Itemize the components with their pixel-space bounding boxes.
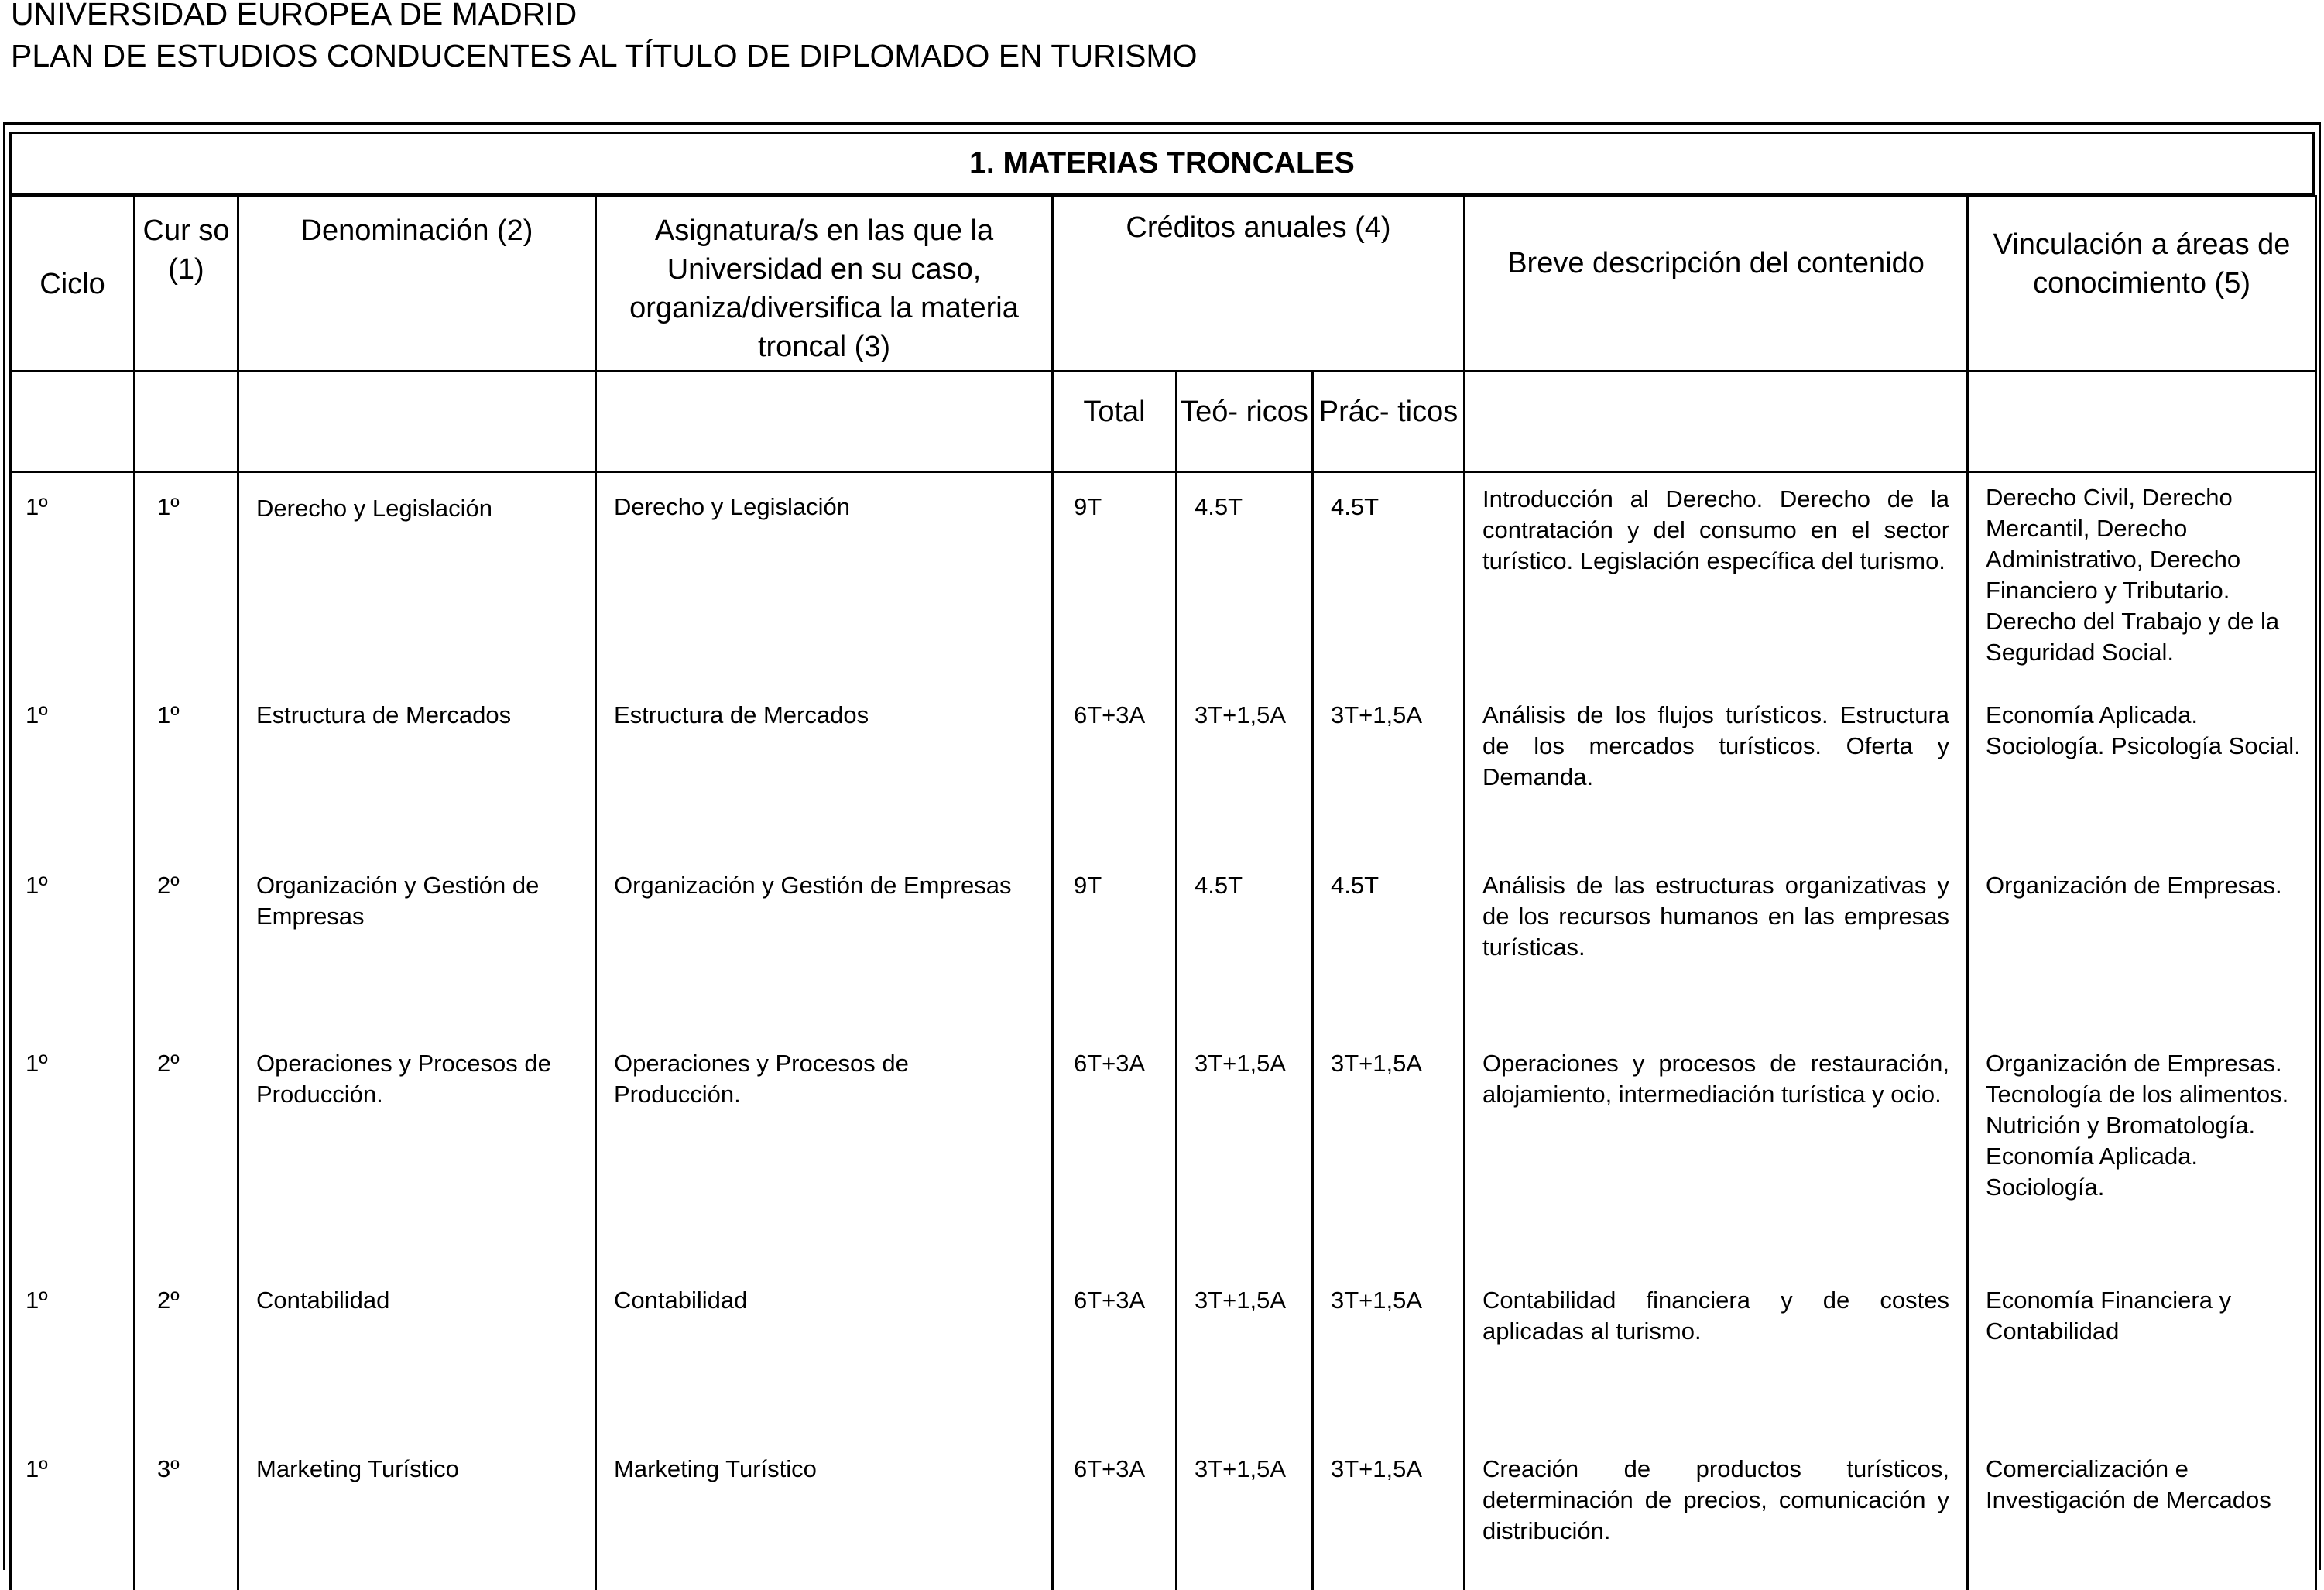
table-row [11, 1030, 2316, 1266]
col-asignaturas: Asignatura/s en las que la Universidad en su caso, organiza/diversifica la materia troncal (3) [596, 197, 1053, 372]
cell-descripcion: Operaciones y procesos de restauración, alojamiento, intermediación turística y ocio. [1465, 1030, 1968, 1266]
cell-ciclo: 1º [11, 1435, 135, 1590]
cell-denominacion: Contabilidad [238, 1266, 596, 1435]
col-practicos: Prác- ticos [1313, 372, 1465, 472]
cell-descripcion: Análisis de los flujos turísticos. Estructura de los mercados turísticos. Oferta y Demanda. [1465, 681, 1968, 852]
cell-vinculacion: Economía Financiera y Contabilidad [1968, 1266, 2316, 1435]
cell-teoricos: 3T+1,5A [1177, 1435, 1313, 1590]
cell-denominacion: Operaciones y Procesos de Producción. [238, 1030, 596, 1266]
cell-practicos: 3T+1,5A [1313, 1266, 1465, 1435]
cell-curso: 2º [135, 1266, 238, 1435]
cell-practicos: 4.5T [1313, 472, 1465, 681]
table-row [11, 681, 2316, 852]
cell-asignatura: Marketing Turístico [596, 1435, 1053, 1590]
cell-curso: 2º [135, 1030, 238, 1266]
cell-descripcion: Análisis de las estructuras organizativas y de los recursos humanos en las empresas turísticas. [1465, 852, 1968, 1030]
table-row [11, 1435, 2316, 1590]
subheader-blank [596, 372, 1053, 472]
col-teoricos: Teó- ricos [1177, 372, 1313, 472]
cell-descripcion: Introducción al Derecho. Derecho de la contratación y del consumo en el sector turístico. Legislación específica del turismo. [1465, 472, 1968, 681]
cell-teoricos: 3T+1,5A [1177, 1030, 1313, 1266]
cell-practicos: 4.5T [1313, 852, 1465, 1030]
cell-total: 9T [1053, 852, 1177, 1030]
cell-teoricos: 3T+1,5A [1177, 681, 1313, 852]
cell-teoricos: 4.5T [1177, 472, 1313, 681]
cell-ciclo: 1º [11, 681, 135, 852]
cell-asignatura: Estructura de Mercados [596, 681, 1053, 852]
university-name: UNIVERSIDAD EUROPEA DE MADRID [11, 0, 578, 32]
col-curso: Cur so (1) [135, 197, 238, 372]
table-header [11, 197, 2316, 472]
cell-total: 9T [1053, 472, 1177, 681]
cell-vinculacion: Organización de Empresas. [1968, 852, 2316, 1030]
cell-vinculacion: Organización de Empresas. Tecnología de los alimentos. Nutrición y Bromatología. Economía Aplicada. Sociología. [1968, 1030, 2316, 1266]
cell-vinculacion: Economía Aplicada. Sociología. Psicología Social. [1968, 681, 2316, 852]
subheader-blank [1465, 372, 1968, 472]
cell-practicos: 3T+1,5A [1313, 681, 1465, 852]
subheader-blank [135, 372, 238, 472]
cell-total: 6T+3A [1053, 1435, 1177, 1590]
col-denominacion: Denominación (2) [238, 197, 596, 372]
cell-ciclo: 1º [11, 1266, 135, 1435]
cell-ciclo: 1º [11, 852, 135, 1030]
cell-total: 6T+3A [1053, 1030, 1177, 1266]
cell-denominacion: Organización y Gestión de Empresas [238, 852, 596, 1030]
cell-descripcion: Contabilidad financiera y de costes aplicadas al turismo. [1465, 1266, 1968, 1435]
cell-total: 6T+3A [1053, 1266, 1177, 1435]
cell-practicos: 3T+1,5A [1313, 1435, 1465, 1590]
cell-curso: 3º [135, 1435, 238, 1590]
table-row [11, 1266, 2316, 1435]
col-descripcion: Breve descripción del contenido [1465, 197, 1968, 372]
subheader-blank [11, 372, 135, 472]
cell-curso: 1º [135, 681, 238, 852]
cell-asignatura: Operaciones y Procesos de Producción. [596, 1030, 1053, 1266]
col-total: Total [1053, 372, 1177, 472]
subheader-blank [238, 372, 596, 472]
section-title: 1. MATERIAS TRONCALES [9, 132, 2315, 195]
table-row [11, 852, 2316, 1030]
col-vinculacion: Vinculación a áreas de conocimiento (5) [1968, 197, 2316, 372]
cell-curso: 2º [135, 852, 238, 1030]
table-row [11, 472, 2316, 681]
cell-ciclo: 1º [11, 1030, 135, 1266]
col-ciclo: Ciclo [11, 197, 135, 372]
cell-teoricos: 4.5T [1177, 852, 1313, 1030]
cell-total: 6T+3A [1053, 681, 1177, 852]
cell-descripcion: Creación de productos turísticos, determinación de precios, comunicación y distribución. [1465, 1435, 1968, 1590]
cell-teoricos: 3T+1,5A [1177, 1266, 1313, 1435]
cell-denominacion: Marketing Turístico [238, 1435, 596, 1590]
table-body [11, 472, 2316, 1590]
plan-title: PLAN DE ESTUDIOS CONDUCENTES AL TÍTULO DE DIPLOMADO EN TURISMO [11, 38, 1198, 74]
cell-vinculacion: Derecho Civil, Derecho Mercantil, Derecho Administrativo, Derecho Financiero y Tributario. Derecho del Trabajo y de la Seguridad Social. [1968, 472, 2316, 681]
cell-curso: 1º [135, 472, 238, 681]
cell-denominacion: Estructura de Mercados [238, 681, 596, 852]
cell-vinculacion: Comercialización e Investigación de Mercados [1968, 1435, 2316, 1590]
cell-ciclo: 1º [11, 472, 135, 681]
cell-practicos: 3T+1,5A [1313, 1030, 1465, 1266]
cell-asignatura: Organización y Gestión de Empresas [596, 852, 1053, 1030]
cell-asignatura: Derecho y Legislación [596, 472, 1053, 681]
cell-asignatura: Contabilidad [596, 1266, 1053, 1435]
col-creditos: Créditos anuales (4) [1053, 197, 1465, 372]
cell-denominacion: Derecho y Legislación [238, 472, 596, 681]
subheader-blank [1968, 372, 2316, 472]
materias-table [9, 195, 2317, 1590]
